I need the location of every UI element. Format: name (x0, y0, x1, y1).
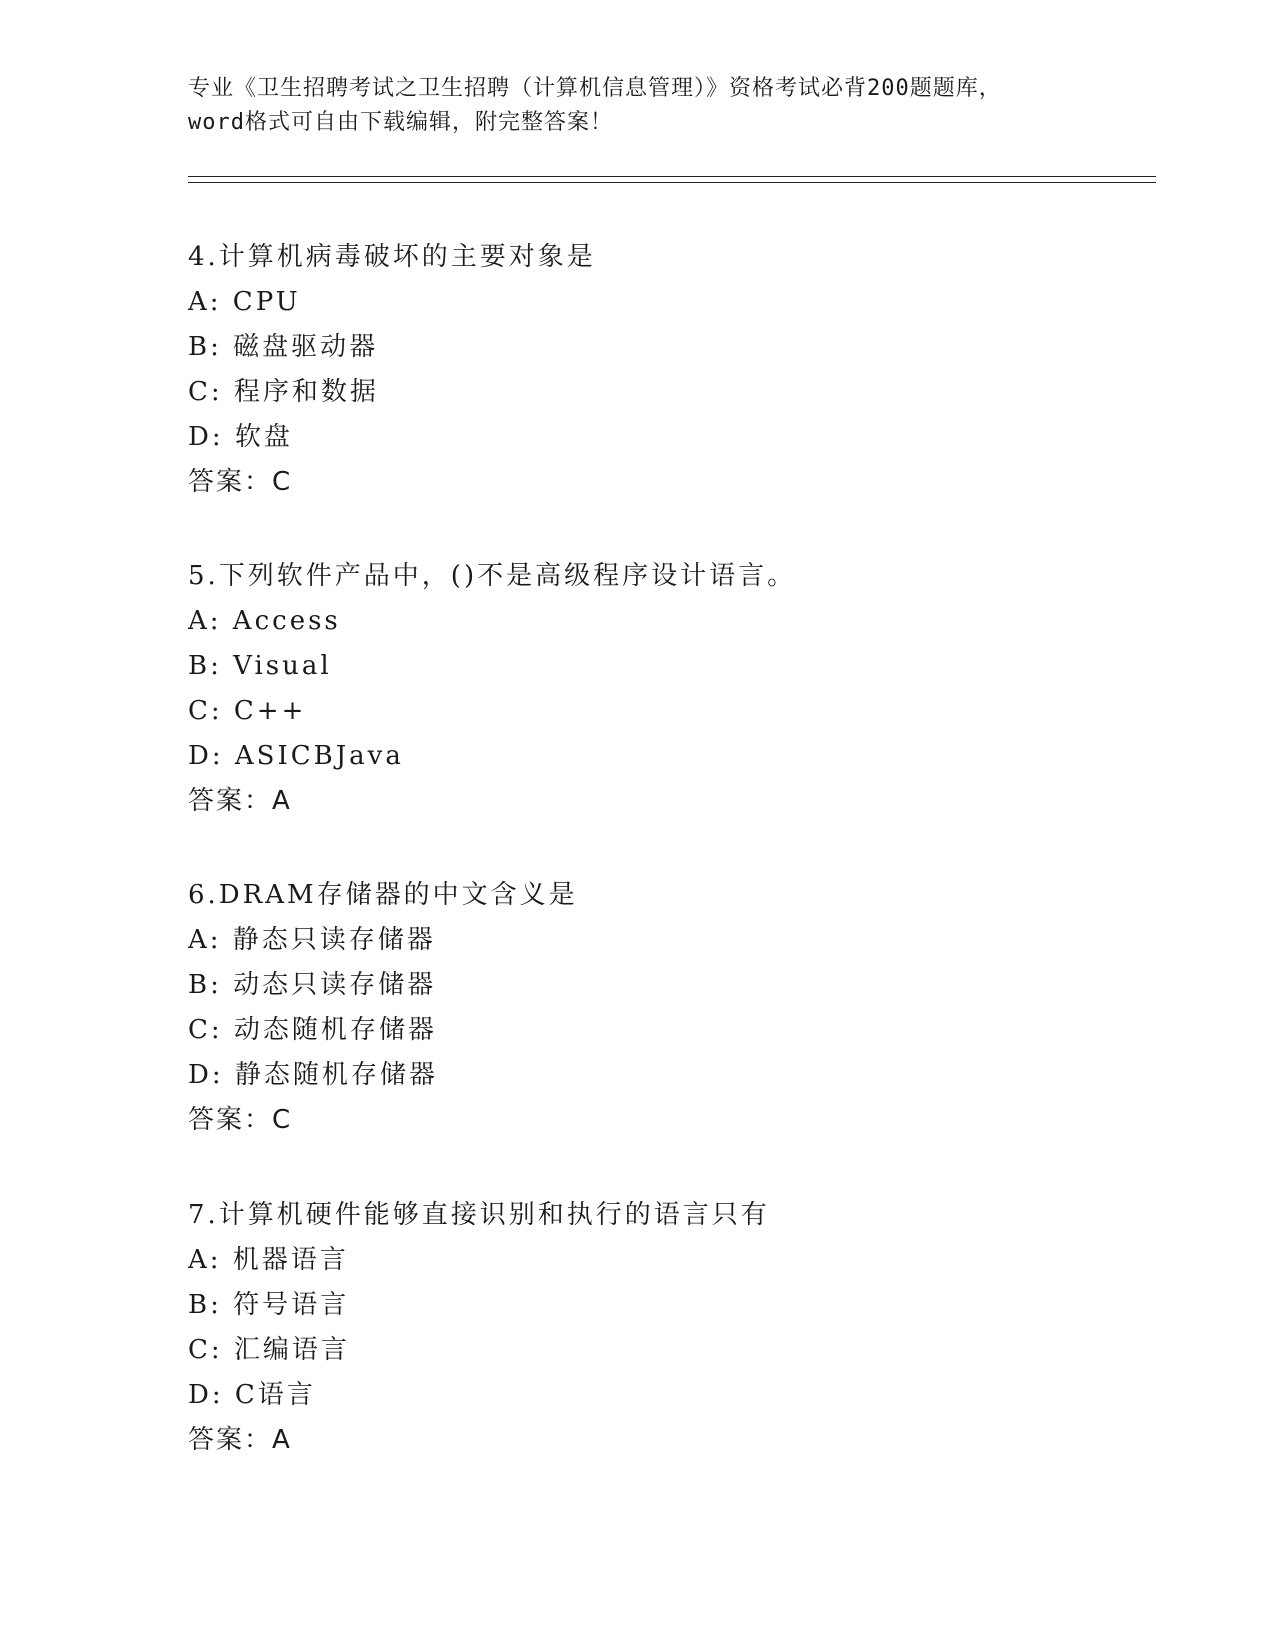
question-title: 6.DRAM存储器的中文含义是 (188, 880, 578, 910)
question-title: 7.计算机硬件能够直接识别和执行的语言只有 (188, 1200, 770, 1230)
option-a: A: 机器语言 (188, 1245, 349, 1275)
answer: 答案：A (188, 1425, 292, 1455)
question-7 (188, 1199, 1148, 1456)
option-d: D: 静态随机存储器 (188, 1060, 438, 1090)
header-divider-bottom (188, 182, 1156, 183)
option-b: B: 磁盘驱动器 (188, 332, 379, 362)
option-b: B: 动态只读存储器 (188, 970, 437, 1000)
answer: 答案：A (188, 786, 292, 816)
option-a: A: 静态只读存储器 (188, 925, 436, 955)
option-b: B: Visual (188, 651, 332, 681)
question-6 (188, 879, 1148, 1136)
question-4 (188, 241, 1148, 498)
option-a: A: CPU (188, 287, 301, 317)
option-b: B: 符号语言 (188, 1290, 350, 1320)
option-c: C: 程序和数据 (188, 377, 379, 407)
option-d: D: ASICBJava (188, 741, 404, 771)
answer: 答案：C (188, 467, 293, 497)
question-5 (188, 560, 1148, 817)
question-title: 5.下列软件产品中，()不是高级程序设计语言。 (188, 561, 797, 591)
option-c: C: 汇编语言 (188, 1335, 350, 1365)
header-divider-top (188, 176, 1156, 177)
option-c: C: 动态随机存储器 (188, 1015, 437, 1045)
answer: 答案：C (188, 1105, 293, 1135)
header-line-1: 专业《卫生招聘考试之卫生招聘（计算机信息管理）》资格考试必背200题题库， (188, 76, 1002, 101)
document-header (188, 72, 1088, 140)
option-c: C: C++ (188, 696, 307, 726)
option-d: D: 软盘 (188, 422, 293, 452)
option-a: A: Access (188, 606, 341, 636)
question-title: 4.计算机病毒破坏的主要对象是 (188, 242, 596, 272)
option-d: D: C语言 (188, 1380, 316, 1410)
header-line-2: word格式可自由下载编辑，附完整答案！ (188, 110, 613, 135)
